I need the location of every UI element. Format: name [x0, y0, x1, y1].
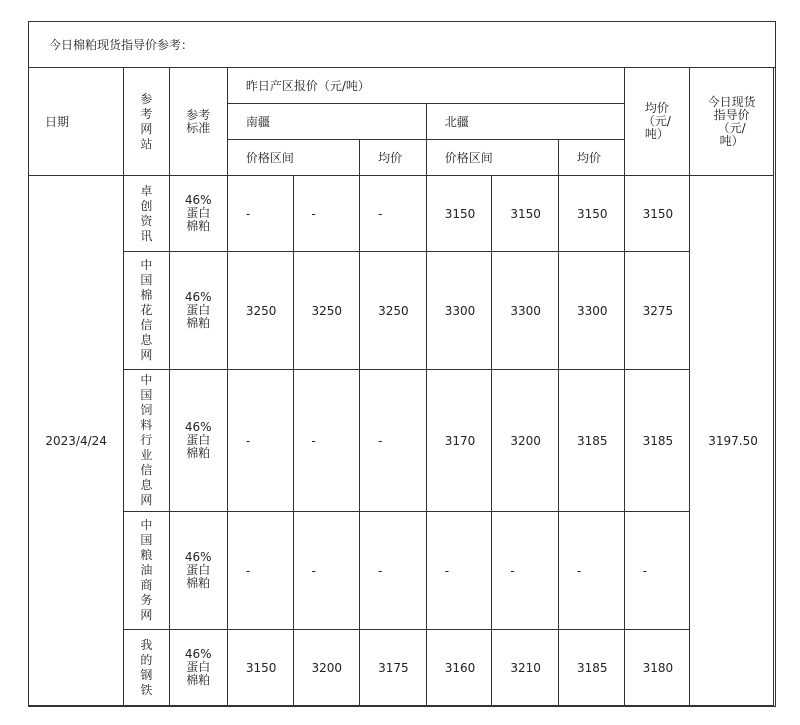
price-cell-avg: 3180 — [624, 630, 690, 706]
header-date: 日期 — [29, 68, 124, 176]
header-north-xinjiang: 北疆 — [426, 104, 624, 140]
price-cell-north-high: 3150 — [492, 176, 559, 252]
price-cell-south-avg: 3250 — [360, 252, 427, 370]
price-table — [28, 67, 774, 706]
price-cell-north-avg: - — [558, 512, 624, 630]
price-cell-south-avg: 3175 — [360, 630, 427, 706]
site-cell: 中 国 饲 料 行 业 信 息 网 — [124, 370, 169, 512]
price-cell-north-high: 3210 — [492, 630, 559, 706]
price-cell-north-low: - — [426, 512, 492, 630]
price-cell-south-avg: - — [360, 176, 427, 252]
table-row — [29, 176, 774, 252]
price-cell-north-low: 3160 — [426, 630, 492, 706]
standard-cell: 46% 蛋白 棉粕 — [169, 252, 227, 370]
standard-cell: 46% 蛋白 棉粕 — [169, 176, 227, 252]
price-cell-north-avg: 3300 — [558, 252, 624, 370]
price-cell-north-high: - — [492, 512, 559, 630]
price-cell-south-avg: - — [360, 370, 427, 512]
price-cell-south-high: - — [293, 176, 360, 252]
price-cell-south-low: - — [227, 176, 293, 252]
header-north-price-range: 价格区间 — [426, 140, 558, 176]
price-cell-south-high: - — [293, 512, 360, 630]
header-south-xinjiang: 南疆 — [227, 104, 426, 140]
price-cell-north-low: 3150 — [426, 176, 492, 252]
price-cell-avg: 3185 — [624, 370, 690, 512]
header-south-price-range: 价格区间 — [227, 140, 359, 176]
table-row — [29, 252, 774, 370]
today-guide-price-cell: 3197.50 — [690, 176, 774, 706]
price-reference-table-frame — [28, 21, 776, 707]
price-cell-south-low: - — [227, 512, 293, 630]
price-cell-north-high: 3200 — [492, 370, 559, 512]
table-row — [29, 630, 774, 706]
price-cell-north-low: 3170 — [426, 370, 492, 512]
site-cell: 我 的 钢 铁 — [124, 630, 169, 706]
header-south-avg: 均价 — [360, 140, 427, 176]
table-row — [29, 370, 774, 512]
price-cell-north-low: 3300 — [426, 252, 492, 370]
date-cell: 2023/4/24 — [29, 176, 124, 706]
header-overall-avg: 均价 （元/ 吨） — [624, 68, 690, 176]
price-cell-south-avg: - — [360, 512, 427, 630]
price-cell-avg: - — [624, 512, 690, 630]
standard-cell: 46% 蛋白 棉粕 — [169, 512, 227, 630]
price-cell-south-high: - — [293, 370, 360, 512]
site-cell: 中 国 粮 油 商 务 网 — [124, 512, 169, 630]
price-cell-north-avg: 3185 — [558, 370, 624, 512]
table-row — [29, 512, 774, 630]
price-cell-south-low: 3150 — [227, 630, 293, 706]
header-yesterday-quote: 昨日产区报价（元/吨） — [227, 68, 624, 104]
header-north-avg: 均价 — [558, 140, 624, 176]
price-cell-avg: 3275 — [624, 252, 690, 370]
price-cell-north-high: 3300 — [492, 252, 559, 370]
price-cell-avg: 3150 — [624, 176, 690, 252]
price-cell-south-high: 3200 — [293, 630, 360, 706]
price-cell-north-avg: 3185 — [558, 630, 624, 706]
site-cell: 卓 创 资 讯 — [124, 176, 169, 252]
table-body — [29, 176, 774, 706]
header-today-guide-price: 今日现货 指导价 （元/ 吨） — [690, 68, 774, 176]
standard-cell: 46% 蛋白 棉粕 — [169, 370, 227, 512]
header-site: 参 考 网 站 — [124, 68, 169, 176]
price-cell-south-high: 3250 — [293, 252, 360, 370]
price-cell-north-avg: 3150 — [558, 176, 624, 252]
price-cell-south-low: 3250 — [227, 252, 293, 370]
price-cell-south-low: - — [227, 370, 293, 512]
site-cell: 中 国 棉 花 信 息 网 — [124, 252, 169, 370]
table-caption: 今日棉粕现货指导价参考： — [29, 22, 775, 68]
standard-cell: 46% 蛋白 棉粕 — [169, 630, 227, 706]
header-standard: 参考 标准 — [169, 68, 227, 176]
